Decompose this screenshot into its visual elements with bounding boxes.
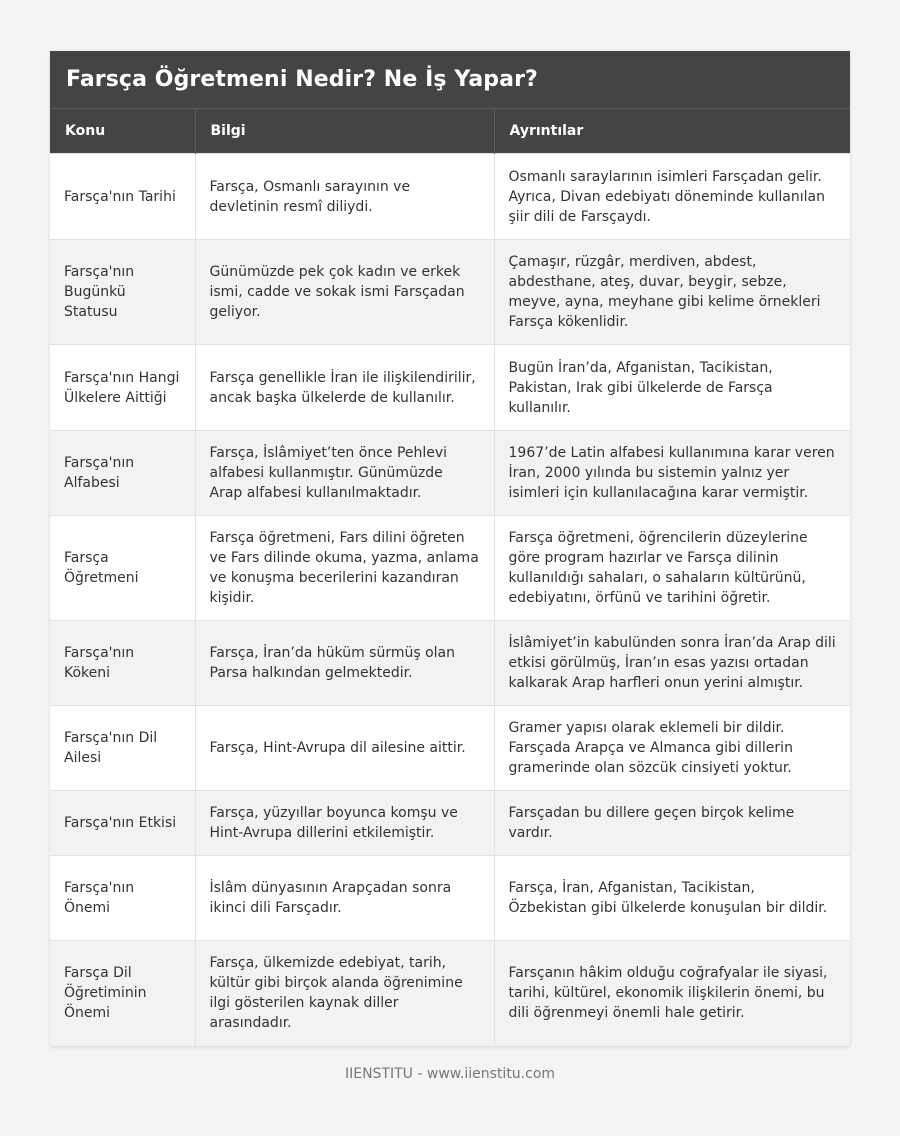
cell-ayrinti: Gramer yapısı olarak eklemeli bir dildir. Farsçada Arapça ve Almanca gibi dillerin gramerinde olan sözcük cinsiyeti yoktur. [494,706,850,791]
cell-ayrinti: Farsça öğretmeni, öğrencilerin düzeylerine göre program hazırlar ve Farsça dilinin kullanıldığı sahaları, o sahaların kültürünü, edebiyatını, örfünü ve tarihini öğretir. [494,516,850,621]
cell-ayrinti: İslâmiyet’in kabulünden sonra İran’da Arap dili etkisi görülmüş, İran’ın esas yazısı ortadan kalkarak Arap harfleri onun yerini almıştır. [494,621,850,706]
table-row [50,431,850,516]
cell-ayrinti: Farsça, İran, Afganistan, Tacikistan, Özbekistan gibi ülkelerde konuşulan bir dildir. [494,856,850,941]
table-row [50,856,850,941]
cell-konu: Farsça'nın Dil Ailesi [50,706,195,791]
cell-konu: Farsça'nın Kökeni [50,621,195,706]
table-row [50,621,850,706]
table-row [50,240,850,345]
cell-konu: Farsça Öğretmeni [50,516,195,621]
cell-konu: Farsça'nın Tarihi [50,154,195,240]
cell-konu: Farsça'nın Önemi [50,856,195,941]
table-row [50,345,850,431]
table-row [50,941,850,1046]
cell-konu: Farsça'nın Etkisi [50,791,195,856]
cell-konu: Farsça'nın Hangi Ülkelere Aittiği [50,345,195,431]
column-header-bilgi: Bilgi [195,109,494,154]
column-header-konu: Konu [50,109,195,154]
cell-ayrinti: Farsçanın hâkim olduğu coğrafyalar ile siyasi, tarihi, kültürel, ekonomik ilişkilerin önemi, bu dili öğrenmeyi önemli hale getirir. [494,941,850,1046]
table-row [50,706,850,791]
info-table [50,108,850,1046]
cell-konu: Farsça'nın Bugünkü Statusu [50,240,195,345]
cell-ayrinti: Osmanlı saraylarının isimleri Farsçadan gelir. Ayrıca, Divan edebiyatı döneminde kullanılan şiir dili de Farsçaydı. [494,154,850,240]
cell-bilgi: Farsça, İran’da hüküm sürmüş olan Parsa halkından gelmektedir. [195,621,494,706]
cell-ayrinti: Çamaşır, rüzgâr, merdiven, abdest, abdesthane, ateş, duvar, beygir, sebze, meyve, ayna, meyhane gibi kelime örnekleri Farsça kökenlidir. [494,240,850,345]
cell-ayrinti: Farsçadan bu dillere geçen birçok kelime vardır. [494,791,850,856]
cell-bilgi: Farsça, yüzyıllar boyunca komşu ve Hint-Avrupa dillerini etkilemiştir. [195,791,494,856]
cell-bilgi: Farsça genellikle İran ile ilişkilendirilir, ancak başka ülkelerde de kullanılır. [195,345,494,431]
table-header-row [50,109,850,154]
info-table-card [50,51,850,1046]
cell-bilgi: İslâm dünyasının Arapçadan sonra ikinci dili Farsçadır. [195,856,494,941]
column-header-ayrintilar: Ayrıntılar [494,109,850,154]
cell-bilgi: Farsça, ülkemizde edebiyat, tarih, kültür gibi birçok alanda öğrenimine ilgi gösterilen kaynak diller arasındadır. [195,941,494,1046]
cell-ayrinti: Bugün İran’da, Afganistan, Tacikistan, Pakistan, Irak gibi ülkelerde de Farsça kullanılır. [494,345,850,431]
table-title: Farsça Öğretmeni Nedir? Ne İş Yapar? [50,51,850,108]
cell-konu: Farsça Dil Öğretiminin Önemi [50,941,195,1046]
cell-ayrinti: 1967’de Latin alfabesi kullanımına karar veren İran, 2000 yılında bu sistemin yalnız yer isimleri için kullanılacağına karar vermiştir. [494,431,850,516]
cell-bilgi: Farsça öğretmeni, Fars dilini öğreten ve Fars dilinde okuma, yazma, anlama ve konuşma becerilerini kazandıran kişidir. [195,516,494,621]
table-row [50,791,850,856]
cell-bilgi: Farsça, Osmanlı sarayının ve devletinin resmî diliydi. [195,154,494,240]
footer-credit: IIENSTITU - www.iienstitu.com [344,1066,556,1082]
table-row [50,154,850,240]
cell-bilgi: Günümüzde pek çok kadın ve erkek ismi, cadde ve sokak ismi Farsçadan geliyor. [195,240,494,345]
cell-bilgi: Farsça, İslâmiyet’ten önce Pehlevi alfabesi kullanmıştır. Günümüzde Arap alfabesi kullanılmaktadır. [195,431,494,516]
cell-bilgi: Farsça, Hint-Avrupa dil ailesine aittir. [195,706,494,791]
cell-konu: Farsça'nın Alfabesi [50,431,195,516]
table-row [50,516,850,621]
